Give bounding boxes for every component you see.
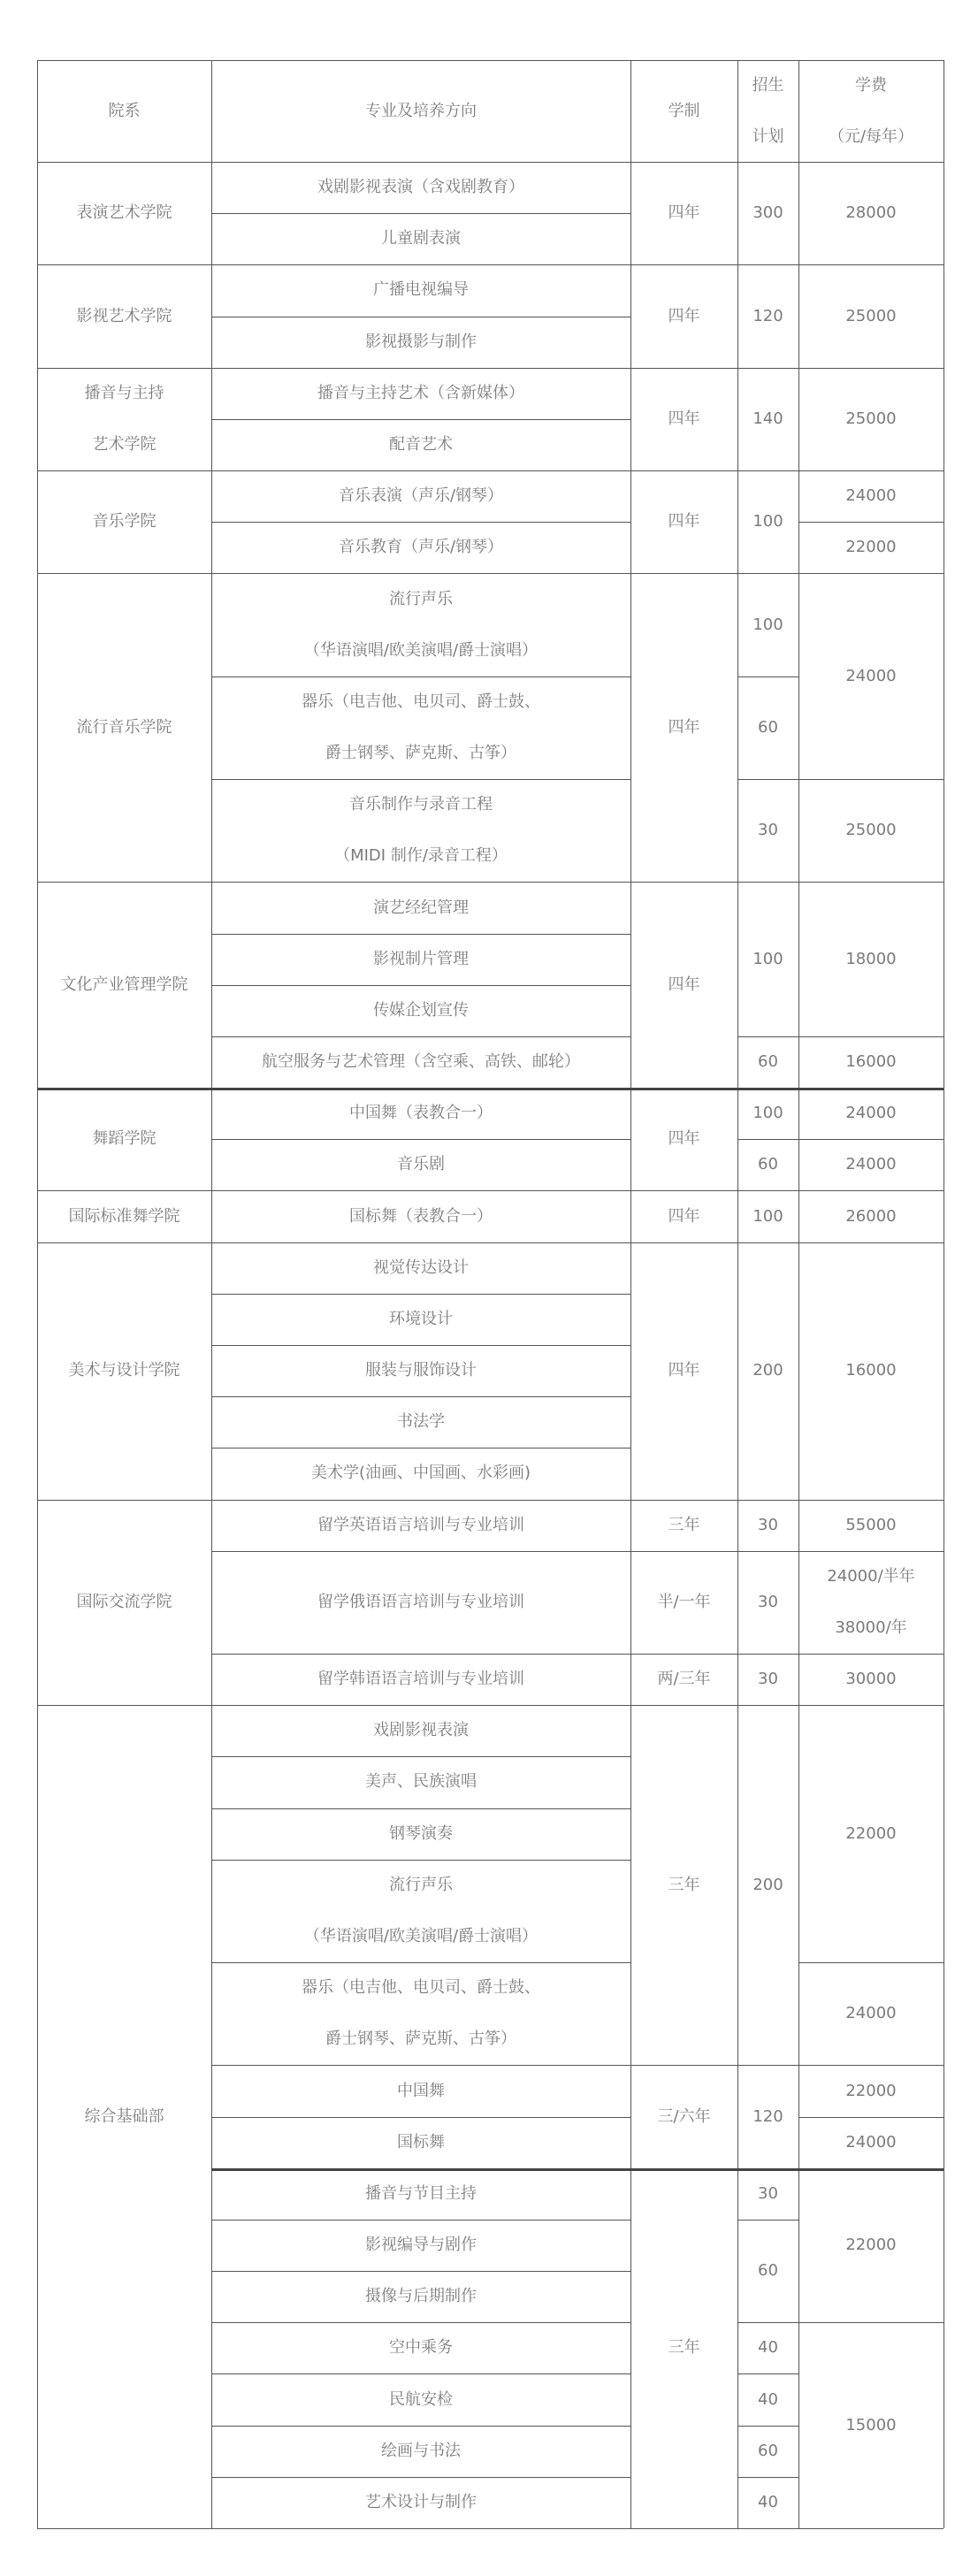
tuition-fee: 24000	[845, 666, 897, 685]
row-divider	[211, 419, 630, 420]
college-name-line: 艺术学院	[92, 434, 157, 454]
row-divider	[211, 985, 630, 986]
major-name: 摄像与后期制作	[365, 2287, 477, 2306]
major-name: 影视摄影与制作	[365, 332, 477, 351]
row-divider	[798, 882, 944, 883]
row-divider	[211, 1242, 630, 1243]
row-divider	[211, 882, 630, 883]
college-name: 音乐学院	[92, 512, 157, 531]
major-name-line: （MIDI 制作/录音工程）	[334, 846, 508, 866]
header-fee	[798, 60, 944, 162]
duration: 四年	[668, 409, 700, 428]
row-divider	[211, 1808, 630, 1809]
major-name: 影视制片管理	[373, 949, 469, 968]
row-divider	[211, 2168, 944, 2171]
row-divider	[630, 1705, 737, 1706]
enrollment-quota: 40	[758, 2338, 778, 2358]
enrollment-quota: 30	[758, 2183, 778, 2203]
row-divider	[798, 264, 944, 265]
enrollment-quota: 100	[753, 1206, 783, 1226]
duration: 半/一年	[657, 1592, 711, 1611]
row-divider	[798, 1190, 944, 1191]
major-name: 航空服务与艺术管理（含空乘、高铁、邮轮）	[262, 1052, 580, 1072]
row-divider	[798, 2117, 944, 2118]
row-divider	[211, 1860, 630, 1861]
row-divider	[737, 1705, 798, 1706]
major-name: 戏剧影视表演（含戏剧教育）	[317, 178, 524, 197]
tuition-fee: 15000	[845, 2415, 897, 2435]
row-divider	[737, 573, 798, 574]
major-name	[211, 779, 630, 882]
tuition-fee: 25000	[845, 409, 897, 428]
row-divider	[37, 1242, 211, 1243]
row-divider	[211, 934, 630, 935]
major-name: 广播电视编导	[373, 280, 469, 300]
column-divider	[630, 60, 631, 2528]
major-name-line: 流行声乐	[389, 589, 453, 608]
tuition-fee: 24000	[845, 2132, 897, 2152]
row-divider	[211, 1190, 630, 1191]
row-divider	[630, 1500, 737, 1501]
major-name: 配音艺术	[389, 434, 453, 454]
college-name: 流行音乐学院	[76, 717, 172, 737]
major-name: 音乐剧	[397, 1155, 445, 1174]
major-name: 空中乘务	[389, 2338, 453, 2358]
major-name: 留学英语语言培训与专业培训	[317, 1515, 524, 1534]
major-name-line: （华语演唱/欧美演唱/爵士演唱）	[303, 640, 539, 660]
row-divider	[630, 264, 737, 265]
major-name: 书法学	[397, 1412, 445, 1432]
major-name: 绘画与书法	[381, 2441, 461, 2460]
row-divider	[37, 162, 944, 163]
major-name	[211, 1860, 630, 1962]
row-divider	[211, 1448, 630, 1449]
duration: 四年	[668, 717, 700, 737]
major-name: 演艺经纪管理	[373, 898, 469, 917]
college-name: 国际标准舞学院	[68, 1206, 180, 1226]
college-name: 文化产业管理学院	[60, 975, 188, 994]
enrollment-quota: 30	[758, 1515, 778, 1534]
row-divider	[798, 1551, 944, 1552]
enrollment-quota: 30	[758, 1670, 778, 1689]
row-divider	[630, 1654, 737, 1655]
row-divider	[630, 1551, 737, 1552]
column-divider	[737, 60, 738, 2528]
row-divider	[37, 573, 211, 574]
row-divider	[211, 2322, 630, 2323]
duration: 四年	[668, 1361, 700, 1380]
enrollment-quota: 60	[758, 2441, 778, 2460]
enrollment-quota: 40	[758, 2492, 778, 2511]
college-name: 综合基础部	[84, 2106, 164, 2126]
tuition-fee: 22000	[845, 2081, 897, 2100]
duration: 两/三年	[657, 1670, 711, 1689]
row-divider	[737, 2477, 798, 2478]
row-divider	[37, 60, 944, 61]
row-divider	[211, 2220, 630, 2221]
row-divider	[211, 1705, 630, 1706]
major-name: 环境设计	[389, 1309, 453, 1328]
duration: 四年	[668, 1129, 700, 1149]
row-divider	[798, 1242, 944, 1243]
row-divider	[737, 368, 798, 369]
row-divider	[798, 1962, 944, 1963]
row-divider	[737, 2528, 798, 2529]
major-name: 音乐表演（声乐/钢琴）	[338, 486, 504, 506]
tuition-fee: 26000	[845, 1206, 897, 1226]
college-name-line: 播音与主持	[84, 383, 164, 402]
row-divider	[798, 1036, 944, 1037]
enrollment-quota: 40	[758, 2389, 778, 2409]
header-college: 院系	[108, 101, 141, 120]
tuition-fee: 16000	[845, 1361, 897, 1380]
row-divider	[630, 573, 737, 574]
college-name: 舞蹈学院	[92, 1129, 157, 1149]
row-divider	[630, 368, 737, 369]
tuition-fee: 25000	[845, 306, 897, 325]
row-divider	[37, 2528, 211, 2529]
major-name: 留学俄语语言培训与专业培训	[317, 1592, 524, 1611]
row-divider	[798, 1139, 944, 1140]
header-quota	[737, 60, 798, 162]
row-divider	[211, 2373, 630, 2374]
tuition-fee-line: 24000/半年	[827, 1566, 915, 1586]
tuition-fee: 55000	[845, 1515, 897, 1534]
major-name: 美声、民族演唱	[365, 1772, 477, 1792]
row-divider	[630, 1242, 737, 1243]
row-divider	[737, 2322, 798, 2323]
enrollment-quota: 200	[753, 1875, 783, 1894]
row-divider	[37, 1705, 211, 1706]
row-divider	[211, 1345, 630, 1346]
row-divider	[37, 264, 211, 265]
major-name: 民航安检	[389, 2389, 453, 2409]
major-name: 传媒企划宣传	[373, 1000, 469, 1020]
row-divider	[630, 470, 737, 471]
major-name: 音乐教育（声乐/钢琴）	[338, 538, 504, 557]
duration: 三年	[668, 1875, 700, 1894]
college-name	[37, 368, 211, 470]
row-divider	[737, 1139, 798, 1140]
row-divider	[211, 2528, 630, 2529]
row-divider	[737, 264, 798, 265]
college-name: 表演艺术学院	[76, 203, 172, 223]
major-name: 留学韩语语言培训与专业培训	[317, 1670, 524, 1689]
tuition-fee-line: 38000/年	[835, 1617, 907, 1637]
enrollment-quota: 100	[753, 512, 783, 531]
tuition-fee: 24000	[845, 1104, 897, 1123]
major-name: 戏剧影视表演	[373, 1721, 469, 1740]
major-name: 艺术设计与制作	[365, 2492, 477, 2511]
row-divider	[798, 779, 944, 780]
enrollment-quota: 120	[753, 306, 783, 325]
row-divider	[798, 1500, 944, 1501]
duration: 三/六年	[657, 2106, 711, 2126]
row-divider	[211, 779, 630, 780]
tuition-fee: 24000	[845, 1155, 897, 1174]
major-name: 钢琴演奏	[389, 1823, 453, 1843]
row-divider	[737, 2220, 798, 2221]
enrollment-quota: 140	[753, 409, 783, 428]
header-quota-line: 计划	[752, 126, 784, 146]
row-divider	[37, 1190, 211, 1191]
major-name: 视觉传达设计	[373, 1257, 469, 1277]
header-duration: 学制	[668, 101, 700, 120]
tuition-fee: 18000	[845, 949, 897, 968]
row-divider	[798, 522, 944, 523]
row-divider	[211, 213, 630, 214]
tuition-fee: 30000	[845, 1670, 897, 1689]
row-divider	[211, 2477, 630, 2478]
row-divider	[737, 1551, 798, 1552]
row-divider	[211, 368, 630, 369]
enrollment-quota: 30	[758, 821, 778, 840]
row-divider	[737, 2426, 798, 2427]
row-divider	[211, 2117, 630, 2118]
major-name-line: 流行声乐	[389, 1875, 453, 1894]
major-name-line: 爵士钢琴、萨克斯、古筝）	[325, 743, 516, 762]
major-name: 播音与节目主持	[365, 2183, 477, 2203]
major-name: 服装与服饰设计	[365, 1361, 477, 1380]
major-name-line: 器乐（电吉他、电贝司、爵士鼓、	[302, 1978, 540, 1998]
row-divider	[211, 1500, 630, 1501]
row-divider	[630, 2528, 737, 2529]
row-divider	[737, 1242, 798, 1243]
major-name: 中国舞	[397, 2081, 445, 2100]
major-name: 美术学(油画、中国画、水彩画)	[310, 1464, 531, 1483]
enrollment-quota: 60	[758, 2261, 778, 2281]
major-name: 影视编导与剧作	[365, 2236, 477, 2255]
row-divider	[737, 1500, 798, 1501]
row-divider	[737, 882, 798, 883]
tuition-fee: 25000	[845, 821, 897, 840]
row-divider	[798, 368, 944, 369]
tuition-fee: 28000	[845, 203, 897, 223]
row-divider	[211, 1962, 630, 1963]
enrollment-quota: 100	[753, 1104, 783, 1123]
row-divider	[798, 470, 944, 471]
enrollment-quota: 100	[753, 949, 783, 968]
row-divider	[737, 1190, 798, 1191]
row-divider	[737, 1654, 798, 1655]
college-name: 影视艺术学院	[76, 306, 172, 325]
major-name-line: 音乐制作与录音工程	[349, 795, 493, 814]
row-divider	[211, 1654, 630, 1655]
major-name-line: 器乐（电吉他、电贝司、爵士鼓、	[302, 692, 540, 711]
row-divider	[630, 2065, 737, 2066]
tuition-fee: 22000	[845, 2236, 897, 2255]
column-divider	[798, 60, 799, 2528]
major-name: 儿童剧表演	[381, 229, 461, 248]
major-name	[211, 573, 630, 676]
tuition-fee: 24000	[845, 486, 897, 506]
row-divider	[798, 1705, 944, 1706]
row-divider	[211, 676, 630, 677]
row-divider	[798, 1654, 944, 1655]
enrollment-quota: 30	[758, 1592, 778, 1611]
header-fee-line: 学费	[855, 75, 887, 95]
row-divider	[737, 1036, 798, 1037]
major-name: 中国舞（表教合一）	[349, 1104, 493, 1123]
college-name: 国际交流学院	[76, 1592, 172, 1611]
row-divider	[211, 2065, 630, 2066]
row-divider	[37, 1500, 211, 1501]
row-divider	[798, 573, 944, 574]
major-name: 国标舞	[397, 2132, 445, 2152]
enrollment-quota: 60	[758, 1155, 778, 1174]
duration: 四年	[668, 203, 700, 223]
major-name-line: （华语演唱/欧美演唱/爵士演唱）	[303, 1926, 539, 1945]
major-name	[211, 676, 630, 779]
row-divider	[211, 1551, 630, 1552]
row-divider	[737, 2065, 798, 2066]
duration: 四年	[668, 975, 700, 994]
row-divider	[37, 470, 211, 471]
row-divider	[630, 1190, 737, 1191]
row-divider	[211, 522, 630, 523]
row-divider	[37, 1088, 944, 1090]
row-divider	[37, 368, 211, 369]
row-divider	[737, 470, 798, 471]
row-divider	[211, 1756, 630, 1757]
row-divider	[630, 882, 737, 883]
column-divider	[37, 60, 38, 2528]
row-divider	[798, 2322, 944, 2323]
major-name: 播音与主持艺术（含新媒体）	[317, 383, 524, 402]
row-divider	[211, 1396, 630, 1397]
row-divider	[211, 470, 630, 471]
tuition-fee: 22000	[845, 538, 897, 557]
row-divider	[737, 779, 798, 780]
row-divider	[211, 1036, 630, 1037]
header-major: 专业及培养方向	[365, 101, 477, 120]
tuition-fee: 24000	[845, 2004, 897, 2023]
row-divider	[737, 676, 798, 677]
college-name: 美术与设计学院	[68, 1361, 180, 1380]
duration: 三年	[668, 1515, 700, 1534]
row-divider	[211, 2426, 630, 2427]
row-divider	[211, 264, 630, 265]
row-divider	[798, 2528, 944, 2529]
enrollment-quota: 300	[753, 203, 783, 223]
enrollment-quota: 200	[753, 1361, 783, 1380]
major-name-line: 爵士钢琴、萨克斯、古筝）	[325, 2029, 516, 2049]
major-name: 国标舞（表教合一）	[349, 1206, 493, 1226]
duration: 三年	[668, 2338, 700, 2358]
header-quota-line: 招生	[752, 75, 784, 95]
tuition-fee: 22000	[845, 1823, 897, 1843]
row-divider	[211, 2271, 630, 2272]
row-divider	[211, 573, 630, 574]
duration: 四年	[668, 512, 700, 531]
row-divider	[798, 2065, 944, 2066]
tuition-fee: 16000	[845, 1052, 897, 1072]
row-divider	[37, 882, 211, 883]
enrollment-quota: 100	[753, 615, 783, 634]
header-fee-line: （元/每年）	[828, 126, 914, 146]
enrollment-quota: 60	[758, 717, 778, 737]
duration: 四年	[668, 306, 700, 325]
row-divider	[737, 2373, 798, 2374]
duration: 四年	[668, 1206, 700, 1226]
enrollment-quota: 120	[753, 2106, 783, 2126]
major-name	[211, 1962, 630, 2065]
row-divider	[211, 1294, 630, 1295]
enrollment-quota: 60	[758, 1052, 778, 1072]
tuition-fee	[798, 1551, 944, 1654]
row-divider	[211, 1139, 630, 1140]
